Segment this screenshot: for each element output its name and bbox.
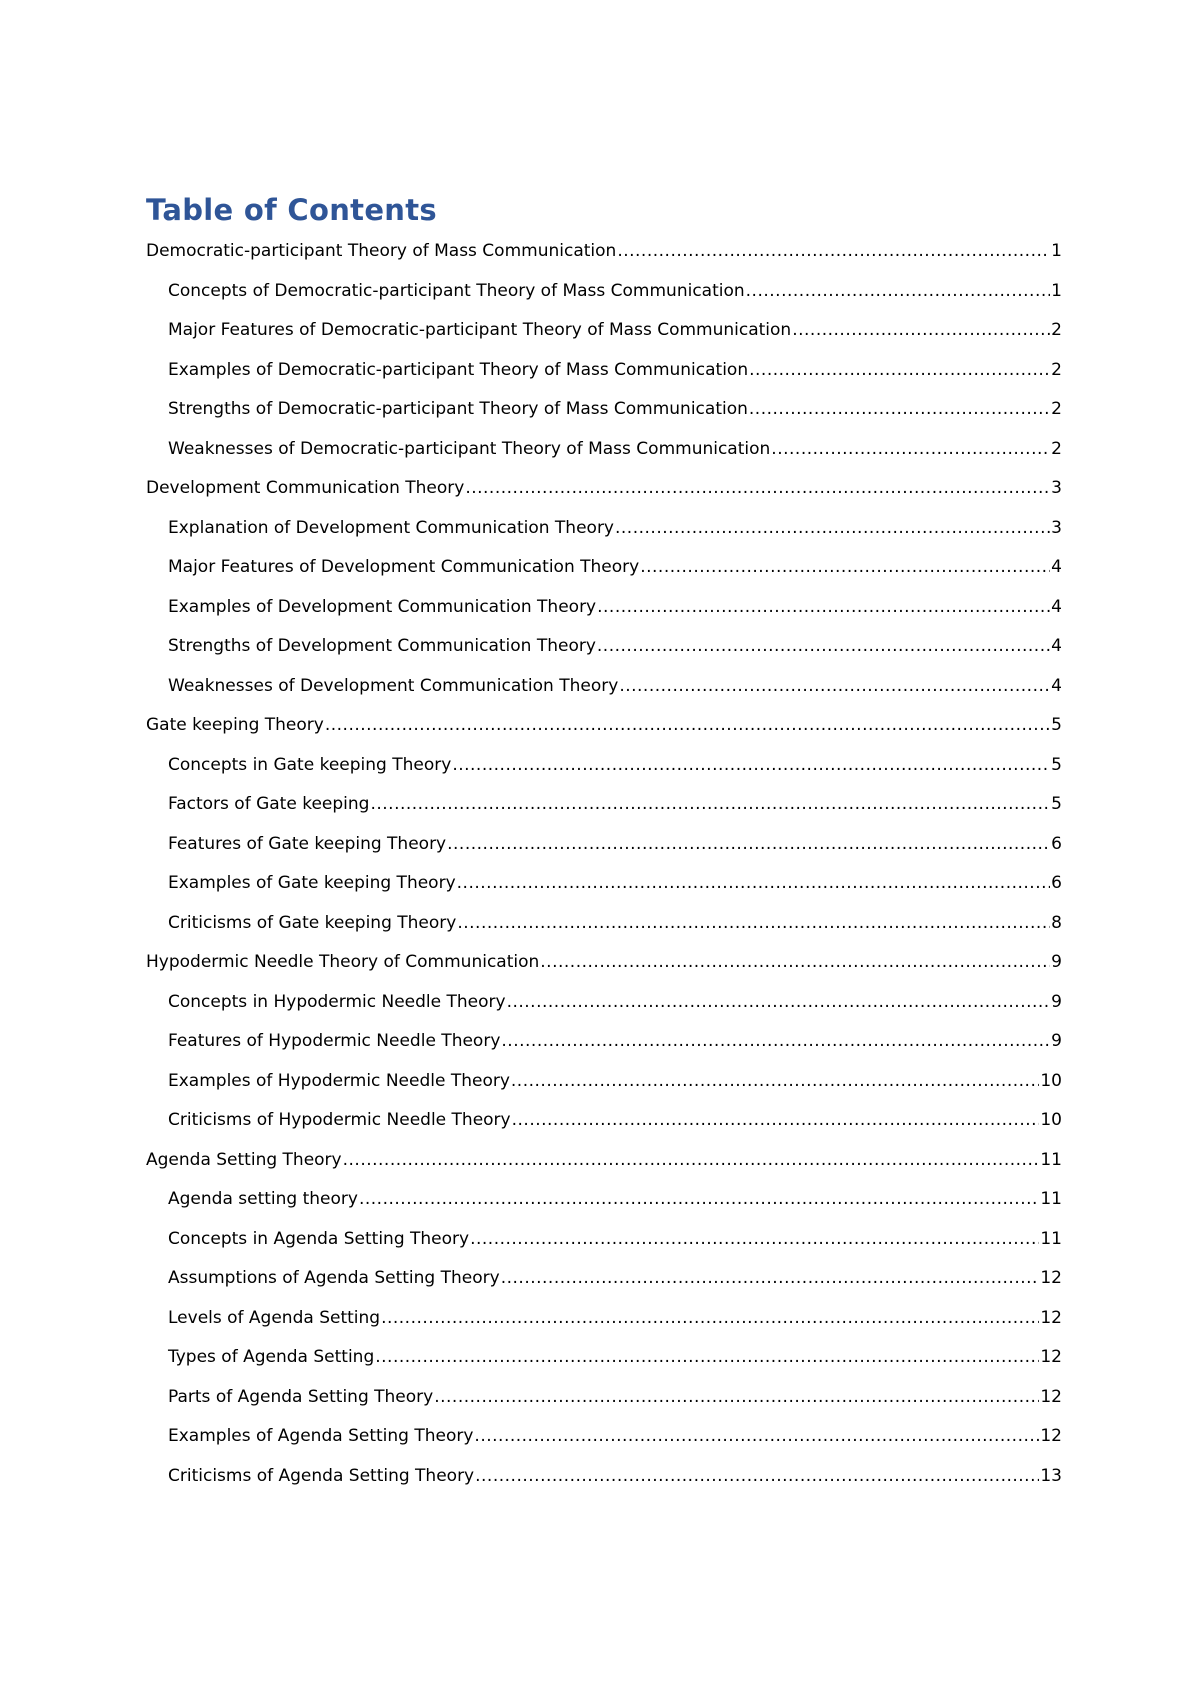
toc-entry-subheading[interactable] xyxy=(146,983,1062,1023)
toc-dot-leader xyxy=(457,864,1051,904)
toc-entry-label[interactable]: Concepts in Agenda Setting Theory xyxy=(168,1228,470,1249)
toc-entry-label[interactable]: Weaknesses of Democratic-participant Theory of Mass Communication xyxy=(168,438,771,459)
toc-entry-label[interactable]: Major Features of Development Communication Theory xyxy=(168,557,640,577)
toc-dot-leader xyxy=(447,825,1050,865)
toc-entry-label[interactable]: Explanation of Development Communication Theory xyxy=(168,517,614,538)
toc-dot-leader xyxy=(501,1259,1040,1299)
toc-page-number[interactable]: 5 xyxy=(1051,715,1062,735)
toc-page-number[interactable]: 12 xyxy=(1040,1307,1062,1328)
toc-page-number[interactable]: 4 xyxy=(1051,596,1062,617)
toc-page-number[interactable]: 9 xyxy=(1051,952,1062,972)
toc-entry-subheading[interactable] xyxy=(146,746,1062,786)
toc-page-number[interactable]: 4 xyxy=(1051,675,1062,696)
toc-page-number[interactable]: 6 xyxy=(1051,833,1062,854)
toc-title: Table of Contents xyxy=(146,193,437,227)
toc-entry-label[interactable]: Levels of Agenda Setting xyxy=(168,1307,381,1328)
toc-entry-label[interactable]: Strengths of Democratic-participant Theory of Mass Communication xyxy=(168,399,748,419)
toc-dot-leader xyxy=(511,1062,1039,1102)
toc-dot-leader xyxy=(465,469,1050,509)
toc-entry-subheading[interactable] xyxy=(146,1457,1062,1497)
toc-entry-subheading[interactable] xyxy=(146,390,1062,430)
toc-page-number[interactable]: 5 xyxy=(1051,754,1062,775)
toc-entry-label[interactable]: Gate keeping Theory xyxy=(146,715,324,735)
toc-entry-label[interactable]: Criticisms of Gate keeping Theory xyxy=(168,912,457,933)
toc-dot-leader xyxy=(434,1378,1039,1418)
toc-entry-label[interactable]: Features of Gate keeping Theory xyxy=(168,833,447,854)
toc-entry-heading[interactable] xyxy=(146,706,1062,746)
toc-entry-label[interactable]: Agenda Setting Theory xyxy=(146,1149,342,1170)
toc-dot-leader xyxy=(475,1457,1039,1497)
toc-page-number[interactable]: 11 xyxy=(1040,1189,1062,1209)
toc-entry-subheading[interactable] xyxy=(146,1062,1062,1102)
toc-entry-label[interactable]: Examples of Agenda Setting Theory xyxy=(168,1426,474,1446)
toc-entry-subheading[interactable] xyxy=(146,311,1062,351)
toc-page-number[interactable]: 3 xyxy=(1051,478,1062,498)
toc-dot-leader xyxy=(617,232,1050,272)
toc-entry-list xyxy=(146,232,1062,1496)
toc-entry-label[interactable]: Factors of Gate keeping xyxy=(168,794,370,814)
toc-entry-subheading[interactable] xyxy=(146,825,1062,865)
toc-dot-leader xyxy=(452,746,1050,786)
toc-entry-label[interactable]: Features of Hypodermic Needle Theory xyxy=(168,1031,501,1051)
toc-page-number[interactable]: 13 xyxy=(1040,1465,1062,1486)
toc-entry-subheading[interactable] xyxy=(146,1299,1062,1339)
toc-entry-label[interactable]: Concepts in Gate keeping Theory xyxy=(168,754,452,775)
toc-entry-label[interactable]: Examples of Development Communication Theory xyxy=(168,596,597,617)
toc-entry-heading[interactable] xyxy=(146,943,1062,983)
toc-entry-subheading[interactable] xyxy=(146,272,1062,312)
toc-page-number[interactable]: 10 xyxy=(1040,1110,1062,1130)
toc-entry-label[interactable]: Strengths of Development Communication Theory xyxy=(168,636,596,656)
toc-entry-label[interactable]: Major Features of Democratic-participant Theory of Mass Communication xyxy=(168,320,792,340)
toc-dot-leader xyxy=(375,1338,1039,1378)
toc-dot-leader xyxy=(370,785,1050,825)
toc-page-number[interactable]: 12 xyxy=(1040,1268,1062,1288)
toc-entry-subheading[interactable] xyxy=(146,1022,1062,1062)
toc-entry-label[interactable]: Weaknesses of Development Communication Theory xyxy=(168,675,619,696)
toc-dot-leader xyxy=(474,1417,1039,1457)
toc-dot-leader xyxy=(619,667,1050,707)
toc-entry-subheading[interactable] xyxy=(146,1378,1062,1418)
toc-page-number[interactable]: 11 xyxy=(1040,1228,1062,1249)
toc-entry-subheading[interactable] xyxy=(146,667,1062,707)
toc-entry-subheading[interactable] xyxy=(146,1259,1062,1299)
toc-page-number[interactable]: 1 xyxy=(1051,280,1062,301)
toc-entry-label[interactable]: Hypodermic Needle Theory of Communication xyxy=(146,952,540,972)
toc-entry-label[interactable]: Examples of Gate keeping Theory xyxy=(168,873,456,893)
toc-entry-label[interactable]: Agenda setting theory xyxy=(168,1189,358,1209)
toc-dot-leader xyxy=(507,983,1051,1023)
toc-page-number[interactable]: 2 xyxy=(1051,320,1062,340)
toc-page-number[interactable]: 9 xyxy=(1051,1031,1062,1051)
toc-entry-label[interactable]: Concepts in Hypodermic Needle Theory xyxy=(168,991,506,1012)
toc-dot-leader xyxy=(325,706,1050,746)
toc-entry-label[interactable]: Concepts of Democratic-participant Theory of Mass Communication xyxy=(168,280,745,301)
toc-entry-subheading[interactable] xyxy=(146,1417,1062,1457)
toc-entry-label[interactable]: Democratic-participant Theory of Mass Communication xyxy=(146,241,617,261)
toc-entry-label[interactable]: Types of Agenda Setting xyxy=(168,1347,375,1367)
toc-entry-subheading[interactable] xyxy=(146,1101,1062,1141)
toc-dot-leader xyxy=(792,311,1050,351)
toc-dot-leader xyxy=(615,509,1050,549)
toc-dot-leader xyxy=(470,1220,1039,1260)
toc-page-number[interactable]: 1 xyxy=(1051,241,1062,261)
toc-entry-heading[interactable] xyxy=(146,232,1062,272)
toc-dot-leader xyxy=(359,1180,1039,1220)
toc-entry-label[interactable]: Development Communication Theory xyxy=(146,478,465,498)
toc-dot-leader xyxy=(381,1299,1039,1339)
toc-dot-leader xyxy=(597,627,1050,667)
toc-entry-subheading[interactable] xyxy=(146,351,1062,391)
toc-page-number[interactable]: 3 xyxy=(1051,517,1062,538)
toc-page-number[interactable]: 9 xyxy=(1051,991,1062,1012)
toc-dot-leader xyxy=(746,272,1051,312)
toc-dot-leader xyxy=(771,430,1050,470)
toc-page-number[interactable]: 12 xyxy=(1040,1347,1062,1367)
toc-page-number[interactable]: 11 xyxy=(1040,1149,1062,1170)
toc-page-number[interactable]: 4 xyxy=(1051,557,1062,577)
toc-dot-leader xyxy=(749,351,1050,391)
toc-entry-subheading[interactable] xyxy=(146,627,1062,667)
toc-entry-subheading[interactable] xyxy=(146,1338,1062,1378)
toc-entry-subheading[interactable] xyxy=(146,1180,1062,1220)
toc-page-number[interactable]: 8 xyxy=(1051,912,1062,933)
toc-page-number[interactable]: 10 xyxy=(1040,1070,1062,1091)
toc-dot-leader xyxy=(501,1022,1050,1062)
toc-dot-leader xyxy=(512,1101,1040,1141)
toc-entry-subheading[interactable] xyxy=(146,864,1062,904)
toc-dot-leader xyxy=(640,548,1050,588)
toc-entry-subheading[interactable] xyxy=(146,548,1062,588)
toc-dot-leader xyxy=(343,1141,1040,1181)
toc-entry-label[interactable]: Criticisms of Hypodermic Needle Theory xyxy=(168,1110,511,1130)
toc-entry-label[interactable]: Examples of Democratic-participant Theory of Mass Communication xyxy=(168,359,749,380)
toc-dot-leader xyxy=(597,588,1050,628)
toc-entry-subheading[interactable] xyxy=(146,904,1062,944)
toc-page-number[interactable]: 12 xyxy=(1040,1426,1062,1446)
toc-page-number[interactable]: 4 xyxy=(1051,636,1062,656)
toc-entry-label[interactable]: Assumptions of Agenda Setting Theory xyxy=(168,1268,500,1288)
toc-entry-subheading[interactable] xyxy=(146,430,1062,470)
toc-entry-heading[interactable] xyxy=(146,1141,1062,1181)
toc-page-number[interactable]: 2 xyxy=(1051,359,1062,380)
toc-page-number[interactable]: 6 xyxy=(1051,873,1062,893)
toc-entry-label[interactable]: Parts of Agenda Setting Theory xyxy=(168,1386,434,1407)
toc-entry-subheading[interactable] xyxy=(146,509,1062,549)
toc-entry-heading[interactable] xyxy=(146,469,1062,509)
toc-page-number[interactable]: 5 xyxy=(1051,794,1062,814)
toc-entry-subheading[interactable] xyxy=(146,785,1062,825)
toc-entry-subheading[interactable] xyxy=(146,588,1062,628)
toc-dot-leader xyxy=(457,904,1050,944)
toc-entry-label[interactable]: Examples of Hypodermic Needle Theory xyxy=(168,1070,510,1091)
toc-page-number[interactable]: 12 xyxy=(1040,1386,1062,1407)
toc-entry-subheading[interactable] xyxy=(146,1220,1062,1260)
toc-dot-leader xyxy=(749,390,1050,430)
toc-entry-label[interactable]: Criticisms of Agenda Setting Theory xyxy=(168,1465,475,1486)
toc-page-number[interactable]: 2 xyxy=(1051,438,1062,459)
toc-dot-leader xyxy=(540,943,1050,983)
table-of-contents xyxy=(146,190,1062,1496)
toc-page-number[interactable]: 2 xyxy=(1051,399,1062,419)
